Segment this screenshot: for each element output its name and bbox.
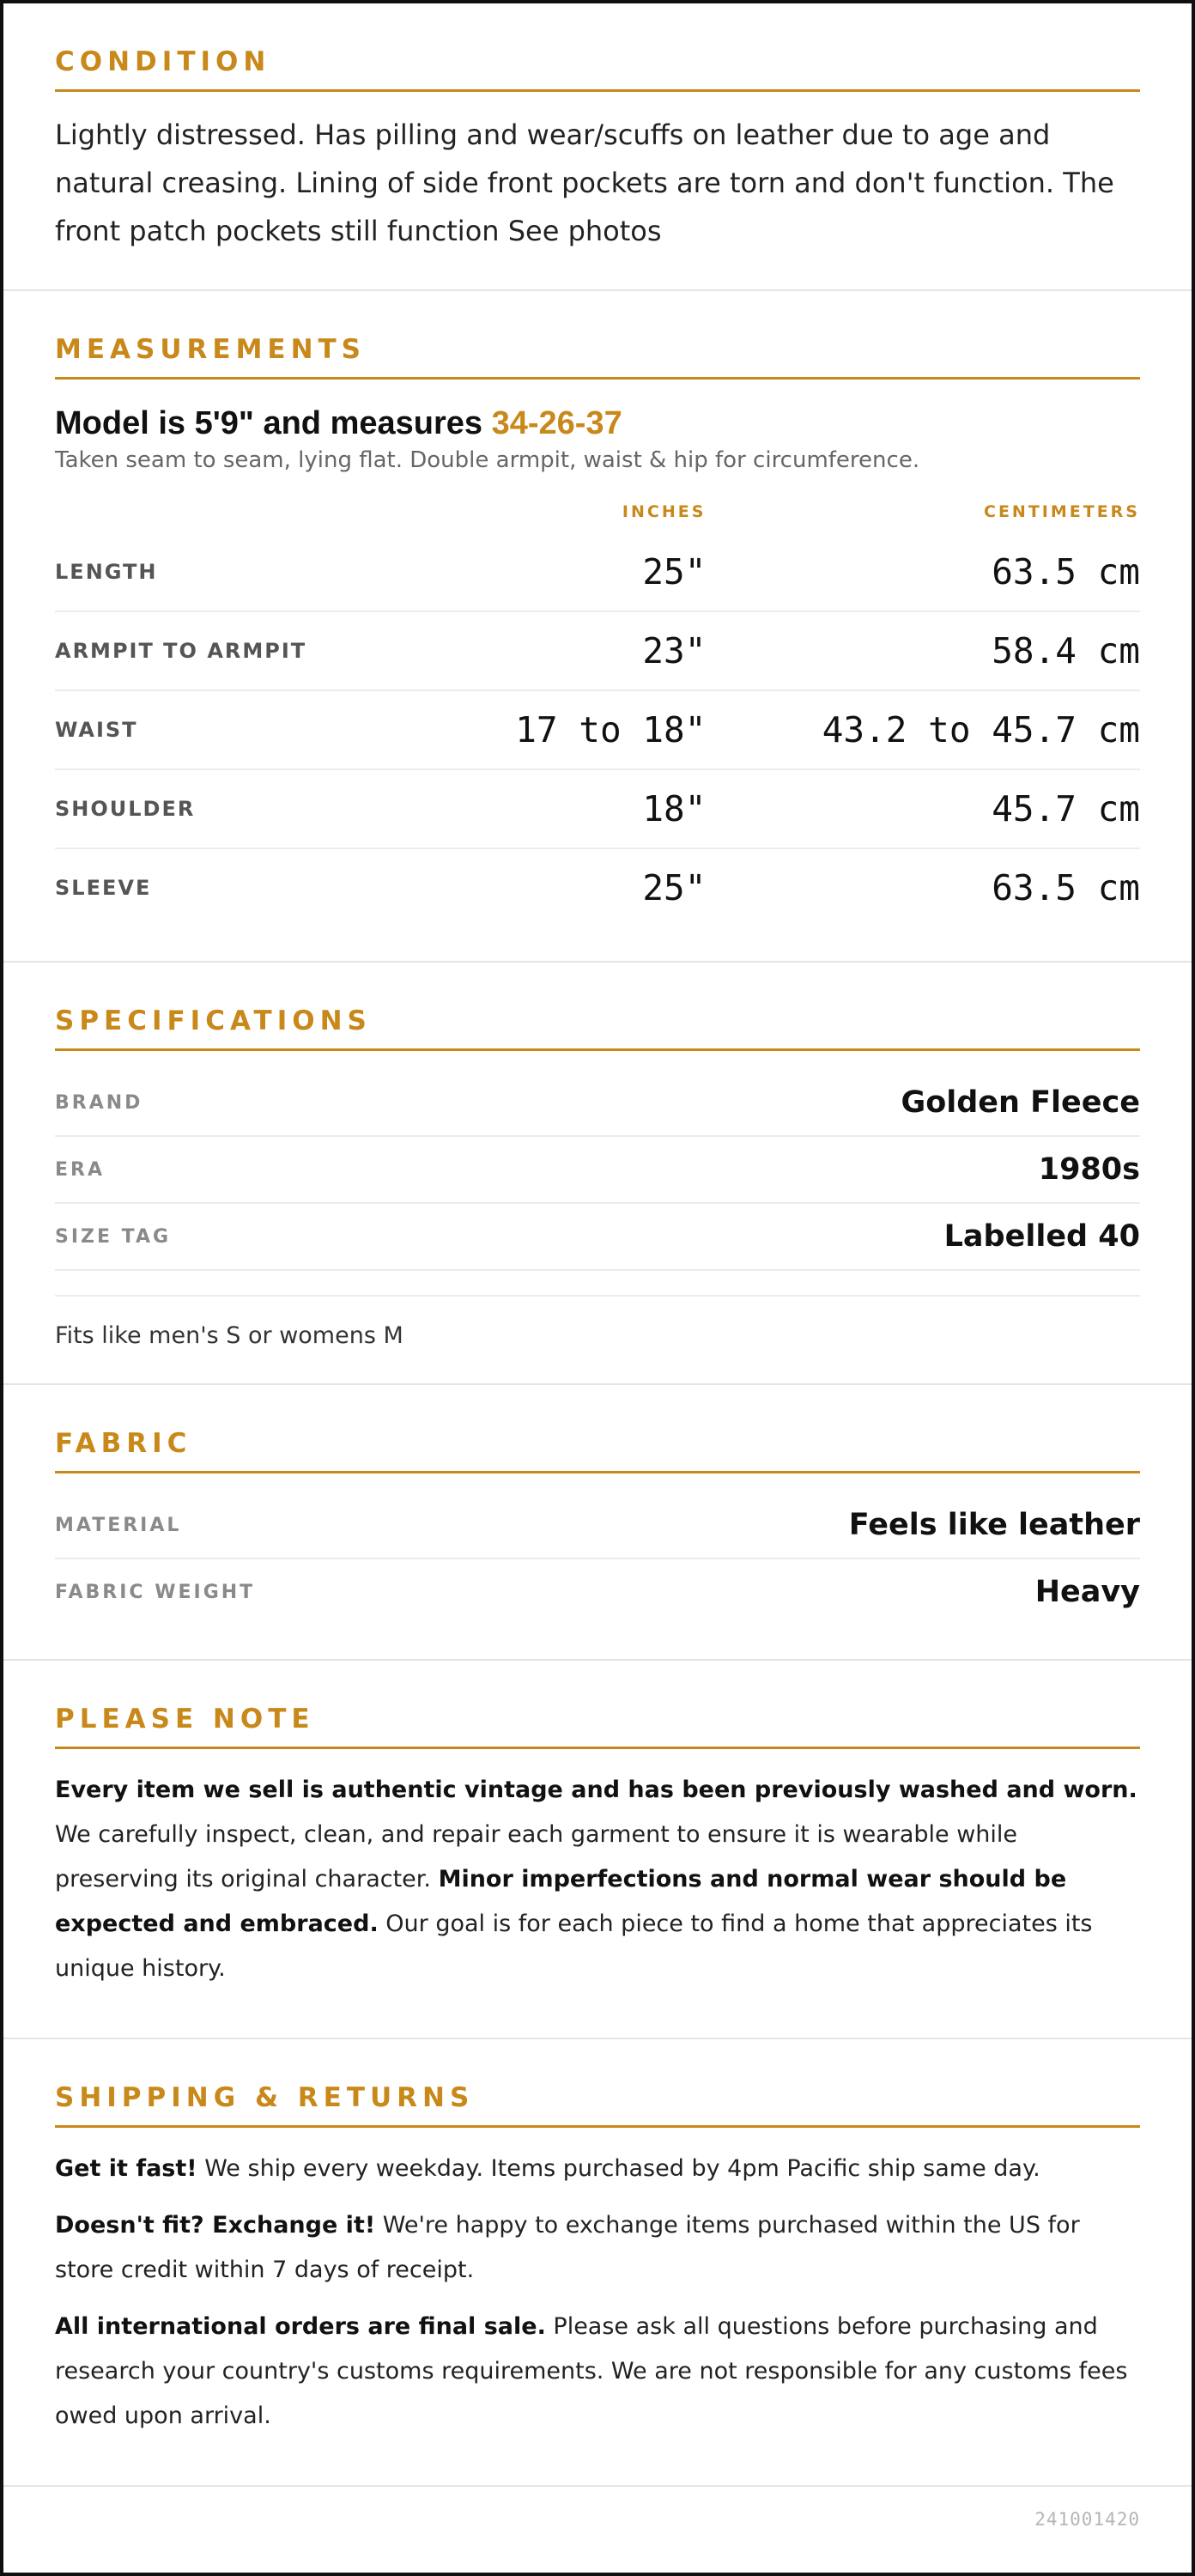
measurement-inches: 25" <box>446 533 706 611</box>
fabric-title: FABRIC <box>55 1428 1140 1473</box>
condition-text: Lightly distressed. Has pilling and wear/scuffs on leather due to age and natural creasing. Lining of side front pockets are torn and don't function. The front patch pockets still function See photos <box>55 118 1114 247</box>
table-row <box>55 611 1140 690</box>
column-header-inches: INCHES <box>622 502 707 521</box>
footer-sku: 241001420 <box>1034 2509 1140 2530</box>
specifications-title: SPECIFICATIONS <box>55 1005 1140 1051</box>
measurement-inches: 23" <box>446 611 706 690</box>
shipping-bold: All international orders are final sale. <box>55 2313 546 2340</box>
fabric-section <box>3 1385 1192 1661</box>
table-row <box>55 848 1140 927</box>
shipping-text: Please ask all questions before purchasing and research your country's customs requirements. We are not responsible for any customs fees owed upon arrival. <box>55 2313 1128 2429</box>
header-label-spacer <box>55 490 446 533</box>
measurement-inches: 25" <box>642 867 707 908</box>
spec-label: SIZE TAG <box>55 1225 172 1248</box>
shipping-text: We ship every weekday. Items purchased by 4pm Pacific ship same day. <box>197 2155 1040 2182</box>
spec-row-era <box>55 1137 1140 1204</box>
measurements-table <box>55 490 1140 927</box>
note-text-goal: Our goal is for each piece to find a home that appreciates its unique history. <box>55 1911 1093 1982</box>
please-note-section <box>3 1661 1192 2039</box>
measurements-section <box>3 291 1192 963</box>
condition-section <box>3 3 1192 291</box>
shipping-section <box>3 2039 1192 2487</box>
measurement-note: Taken seam to seam, lying flat. Double armpit, waist & hip for circumference. <box>55 447 920 473</box>
note-text-inspect: We carefully inspect, clean, and repair each garment to ensure it is wearable while preserving its original character. <box>55 1821 1018 1893</box>
shipping-bold: Doesn't fit? Exchange it! <box>55 2212 376 2239</box>
shipping-paragraph-exchange <box>55 2203 1140 2293</box>
fabric-label: FABRIC WEIGHT <box>55 1581 256 1603</box>
fabric-row-weight <box>55 1559 1140 1625</box>
measurements-title: MEASUREMENTS <box>55 334 1140 380</box>
spec-label: BRAND <box>55 1091 143 1114</box>
fit-note: Fits like men's S or womens M <box>55 1295 1140 1349</box>
measurement-cm: 58.4 cm <box>706 611 1140 690</box>
measurement-cm: 63.5 cm <box>706 533 1140 611</box>
table-row <box>55 769 1140 848</box>
spec-value: Golden Fleece <box>901 1085 1140 1120</box>
spec-row-size-tag <box>55 1204 1140 1271</box>
fabric-value: Heavy <box>1034 1575 1140 1609</box>
measurement-label: SLEEVE <box>55 876 152 900</box>
please-note-title: PLEASE NOTE <box>55 1704 1140 1749</box>
measurement-label: SHOULDER <box>55 769 446 848</box>
note-bold-authentic: Every item we sell is authentic vintage and has been previously washed and worn. <box>55 1777 1137 1803</box>
spec-row-brand <box>55 1070 1140 1137</box>
fabric-row-material <box>55 1492 1140 1559</box>
measurement-label: LENGTH <box>55 533 446 611</box>
measurement-inches: 18" <box>446 769 706 848</box>
fabric-value: Feels like leather <box>848 1508 1140 1542</box>
spec-value: 1980s <box>1038 1152 1140 1187</box>
column-header-centimeters: CENTIMETERS <box>984 502 1140 521</box>
specifications-section <box>3 963 1192 1385</box>
table-row <box>55 690 1140 769</box>
shipping-paragraph-international <box>55 2305 1140 2439</box>
note-bold-imperfections: Minor imperfections and normal wear should be expected and embraced. <box>55 1866 1067 1937</box>
measurement-label: WAIST <box>55 690 446 769</box>
shipping-title: SHIPPING & RETURNS <box>55 2082 1140 2128</box>
spec-label: ERA <box>55 1158 105 1181</box>
measurement-cm: 45.7 cm <box>706 769 1140 848</box>
table-row <box>55 533 1140 611</box>
measurement-cm: 63.5 cm <box>992 867 1140 908</box>
model-prefix: Model is 5'9" and measures <box>55 405 492 441</box>
measurement-label: ARMPIT TO ARMPIT <box>55 611 446 690</box>
shipping-text: We're happy to exchange items purchased within the US for store credit within 7 days of receipt. <box>55 2212 1080 2283</box>
model-measurements <box>55 405 1140 442</box>
measurement-inches: 17 to 18" <box>446 690 706 769</box>
shipping-bold: Get it fast! <box>55 2155 197 2182</box>
spec-value: Labelled 40 <box>943 1219 1140 1254</box>
fabric-label: MATERIAL <box>55 1514 182 1536</box>
measurement-cm: 43.2 to 45.7 cm <box>706 690 1140 769</box>
condition-title: CONDITION <box>55 46 1140 92</box>
model-measure-value: 34-26-37 <box>491 405 622 441</box>
please-note-text <box>55 1768 1140 1991</box>
shipping-paragraph-fast <box>55 2147 1140 2191</box>
